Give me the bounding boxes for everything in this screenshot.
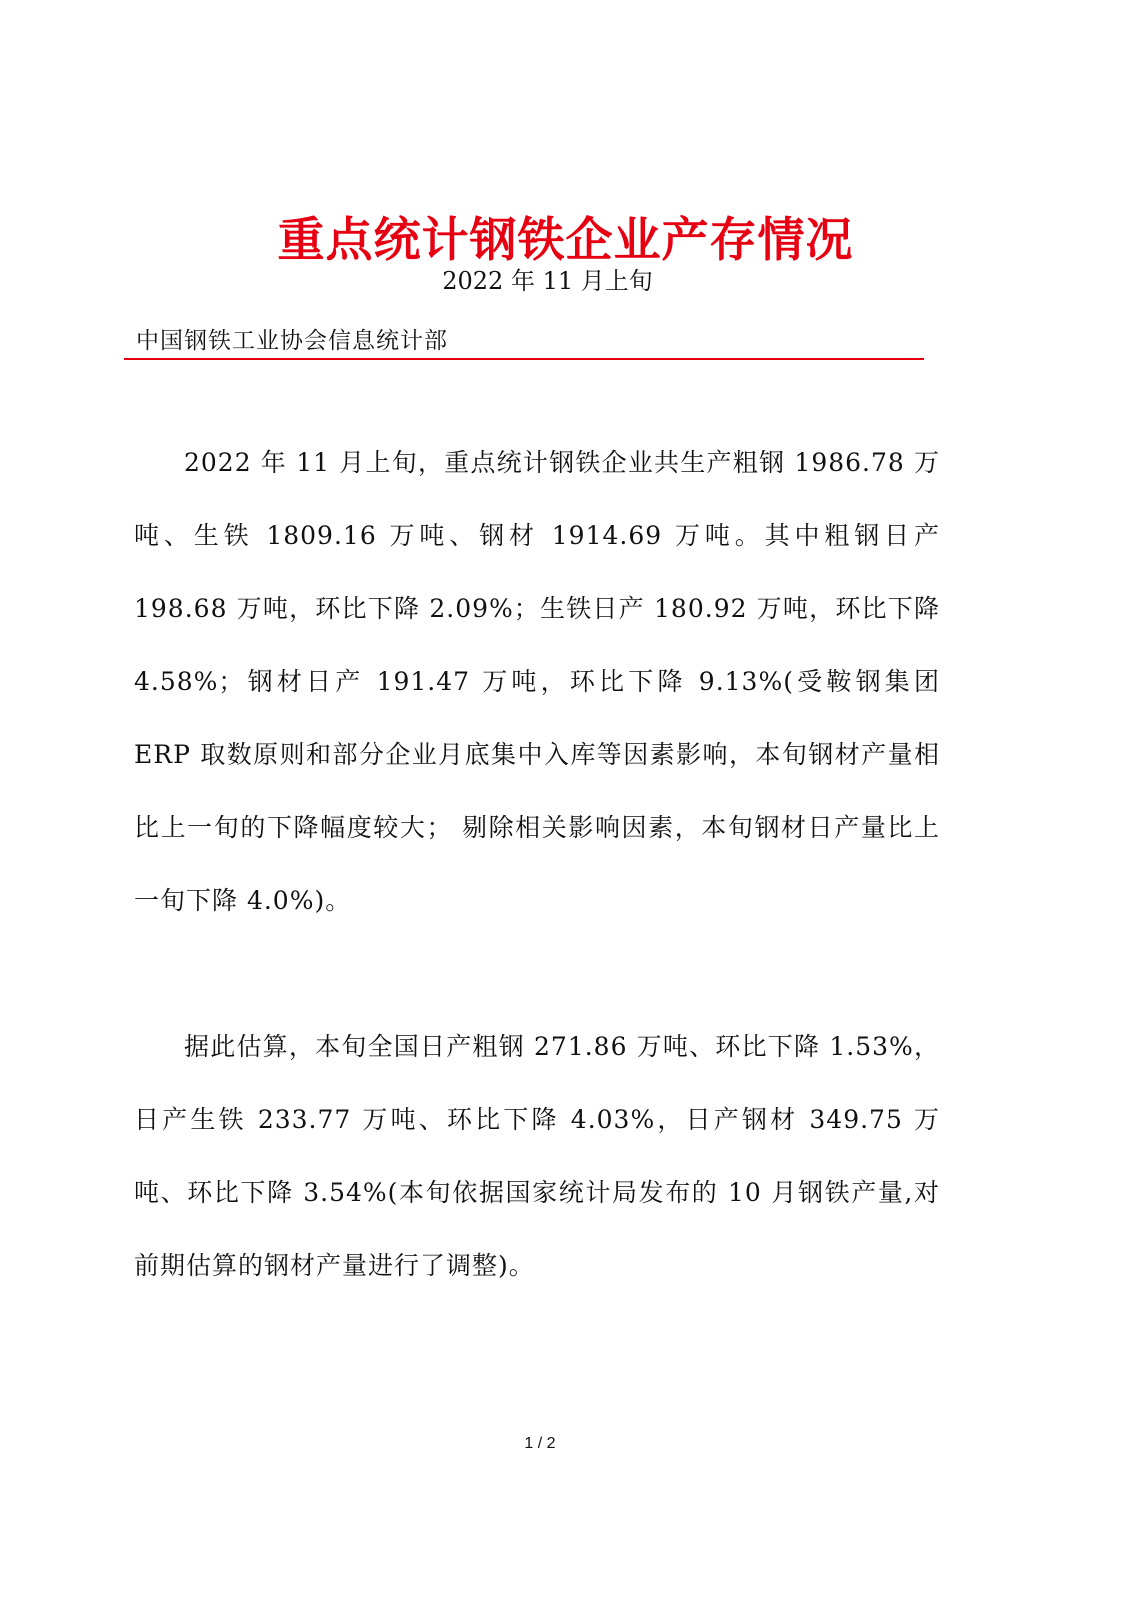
paragraph-national-estimate: 据此估算，本旬全国日产粗钢 271.86 万吨、环比下降 1.53%，日产生铁 233.77 万吨、环比下降 4.03%，日产钢材 349.75 万吨、环比下降 3.54%(本旬依据国家统计局发布的 10 月钢铁产量,对前期估算的钢材产量进行了调整)。: [134, 1032, 940, 1280]
page-title: 重点统计钢铁企业产存情况: [277, 213, 854, 269]
issue-date: 2022 年 11 月上旬: [442, 267, 653, 295]
header-rule: [124, 358, 924, 360]
paragraph-production-summary: 2022 年 11 月上旬，重点统计钢铁企业共生产粗钢 1986.78 万吨、生铁 1809.16 万吨、钢材 1914.69 万吨。其中粗钢日产 198.68 万吨，环比下降 2.09%；生铁日产 180.92 万吨，环比下降 4.58%；钢材日产 191.47 万吨，环比下降 9.13%(受鞍钢集团 ERP 取数原则和部分企业月底集中入库等因素影响，本旬钢材产量相比上一旬的下降幅度较大； 剔除相关影响因素，本旬钢材日产量比上一旬下降 4.0%)。: [134, 448, 940, 915]
page-number: 1 / 2: [524, 1435, 556, 1452]
publisher: 中国钢铁工业协会信息统计部: [136, 328, 448, 354]
